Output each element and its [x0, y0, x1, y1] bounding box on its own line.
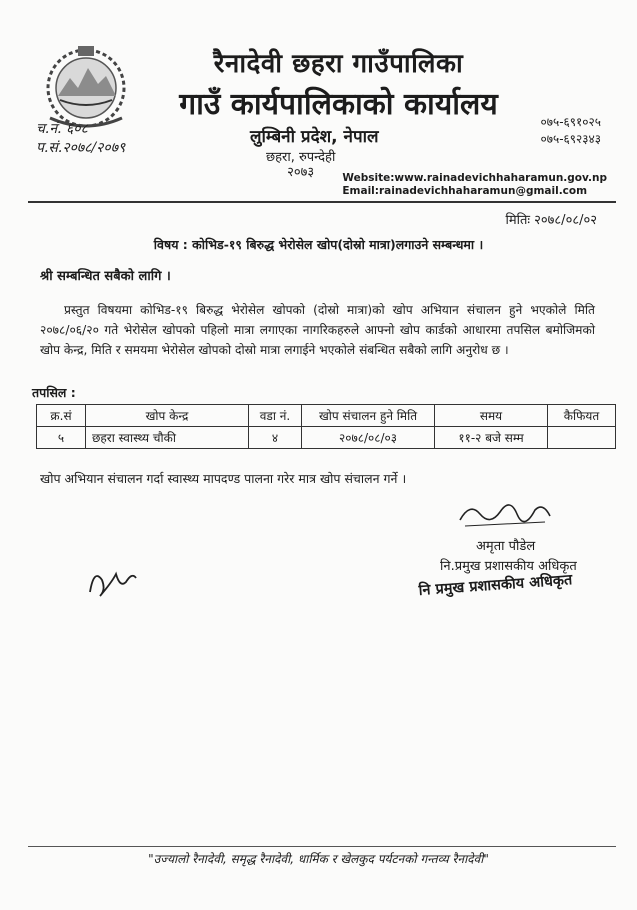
- col-header-remarks: कैफियत: [548, 405, 616, 427]
- cell-time: ११-२ बजे सम्म: [435, 427, 548, 449]
- cell-serial: ५: [37, 427, 86, 449]
- letter-subject: विषय : कोभिड-१९ बिरुद्ध भेरोसेल खोप(दोस्रो मात्रा)लगाउने सम्बन्धमा ।: [153, 237, 484, 252]
- stamp-line-1: छहरा, रुपन्देही: [266, 150, 336, 165]
- col-header-ward: वडा नं.: [249, 405, 302, 427]
- table-header-row: [37, 405, 616, 427]
- footer-divider: [28, 846, 616, 847]
- reference-numbers: [36, 120, 125, 158]
- phone-numbers: [541, 114, 602, 148]
- col-header-center: खोप केन्द्र: [86, 405, 249, 427]
- phone-1: ०७५-६९१०२५: [540, 115, 601, 129]
- designation-stamp: नि प्रमुख प्रशासकीय अधिकृत: [418, 572, 573, 599]
- col-header-time: समय: [435, 405, 548, 427]
- letter-date: मितिः २०७८/०८/०२: [505, 213, 597, 228]
- vaccination-schedule-table: [36, 404, 616, 449]
- patra-sankhya: प.सं.२०७८/२०७९: [36, 140, 126, 156]
- website-link[interactable]: Website:www.rainadevichhaharamun.gov.np: [342, 172, 607, 184]
- letter-body: प्रस्तुत विषयमा कोभिड-१९ बिरुद्ध भेरोसेल खोपको (दोस्रो मात्रा)को खोप अभियान संचालन हुने भएकोले मिति २०७८/०६/२० गते भेरोसेल खोपको पहिलो मात्रा लगाएका नागरिकहरुले आफ्नो खोप कार्डको आधारमा तपसिल बमोजिमको खोप केन्द्र, मिति र समयमा भेरोसेल खोपको दोस्रो मात्रा लगाईने भएकोले संबन्धित सबैको लागि अनुरोध छ ।: [40, 303, 595, 357]
- cell-remarks: [548, 427, 616, 449]
- table-row: [37, 427, 616, 449]
- chalani-number: च.नं. ६०८: [36, 121, 88, 137]
- office-address: लुम्बिनी प्रदेश, नेपाल: [250, 127, 379, 147]
- footer-slogan: "उज्यालो रैनादेवी, समृद्ध रैनादेवी, धार्मिक र खेलकुद पर्यटनको गन्तव्य रैनादेवी": [148, 852, 489, 866]
- office-stamp: [266, 150, 335, 180]
- email-link[interactable]: Email:rainadevichhaharamun@gmail.com: [342, 185, 588, 197]
- tapsil-label: तपसिल :: [32, 385, 76, 400]
- col-header-date: खोप संचालन हुने मिति: [302, 405, 435, 427]
- contact-info: [342, 172, 607, 198]
- cell-date: २०७८/०८/०३: [302, 427, 435, 449]
- signature-scribble-icon: [455, 492, 555, 532]
- letter-note: खोप अभियान संचालन गर्दा स्वास्थ्य मापदण्ड पालना गरेर मात्र खोप संचालन गर्ने ।: [40, 471, 407, 486]
- header-divider: [28, 201, 616, 203]
- office-name: गाउँ कार्यपालिकाको कार्यालय: [179, 87, 498, 122]
- stamp-line-2: २०७३: [287, 165, 315, 180]
- signatory-name: अमृता पौडेल: [476, 539, 536, 554]
- phone-2: ०७५-६९२३४३: [540, 132, 601, 146]
- municipality-name: रैनादेवी छहरा गाउँपालिका: [213, 49, 464, 79]
- col-header-serial: क्र.सं: [37, 405, 86, 427]
- letter-salutation: श्री सम्बन्धित सबैको लागि ।: [40, 269, 171, 284]
- cell-center: छहरा स्वास्थ्य चौकी: [86, 427, 249, 449]
- cell-ward: ४: [249, 427, 302, 449]
- signatory-designation: नि.प्रमुख प्रशासकीय अधिकृत: [440, 559, 577, 574]
- initial-signature-icon: [82, 562, 142, 602]
